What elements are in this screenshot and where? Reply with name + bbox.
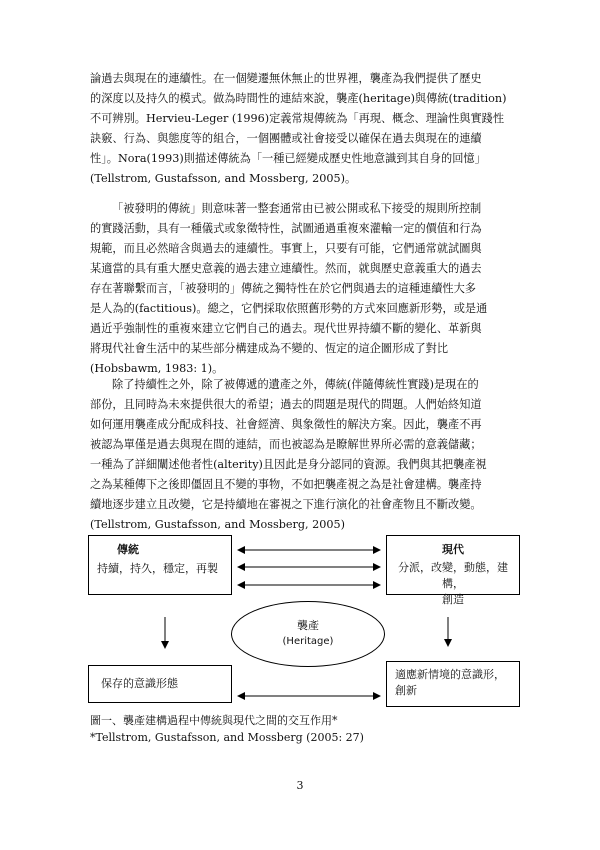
paragraph-line: (Tellstrom, Gustafsson, and Mossberg, 2005) [90,518,346,531]
paragraph-line: 一種為了詳細闡述他者性(alterity)且因此是身分認同的資源。我們與其把襲產視 [90,458,487,471]
paragraph-line: (Tellstrom, Gustafsson, and Mossberg, 2005)。 [90,172,357,185]
paragraph-line: 將現代社會生活中的某些部分構建成為不變的、恆定的這企圖形成了對比 [90,342,449,355]
modern-box [386,535,520,606]
paragraph-line: 論過去與現在的連續性。在一個變遷無休無止的世界裡，襲產為我們提供了歷史 [90,72,482,85]
tradition-body: 持續，持久，穩定，再製 [97,562,218,575]
page-number: 3 [296,779,304,792]
caption-source: *Tellstrom, Gustafsson, and Mossberg (2005: 27) [90,731,364,744]
heritage-label: 襲產 [297,619,319,632]
paragraph-line: 續地逐步建立且改變，它是持續地在審視之下進行演化的社會產物且不斷改變。 [90,498,482,511]
adapt-line1: 適應新情境的意識形， [395,668,505,681]
paragraph-1 [90,69,513,189]
preserve-box [88,665,232,703]
heritage-english: (Heritage) [282,636,334,647]
modern-body-line1: 分派，改變，動態，建構， [398,561,508,590]
tradition-box [88,535,232,595]
paragraph-line: 的深度以及持久的模式。做為時間性的連結來說，襲產(heritage)與傳統(tradition) [90,92,507,105]
modern-body-line2: 創造 [442,593,464,606]
paragraph-line: 之為某種傳下之後即僵固且不變的事物，不如把襲產視之為是社會建構。襲產持 [90,478,482,491]
paragraph-line: 是人為的(factitious)。總之，它們採取依照舊形勢的方式來回應新形勢，或是通 [90,302,488,315]
paragraph-3 [90,375,513,535]
paragraph-line: 被認為單僅是過去與現在間的連結，而也被認為是瞭解世界所必需的意義儲藏； [90,438,482,451]
paragraph-line: 除了持續性之外，除了被傳遞的遺產之外，傳統(伴隨傳統性實踐)是現在的 [112,378,479,391]
paragraph-line: 訣竅、行為、與態度等的組合，一個團體或社會接受以確保在過去與現在的連續 [90,132,482,145]
paragraph-line: 的實踐活動，具有一種儀式或象徵特性，試圖通過重複來灌輸一定的價值和行為 [90,222,482,235]
paragraph-line: 過近乎強制性的重複來建立它們自己的過去。現代世界持續不斷的變化、革新與 [90,322,482,335]
adapt-box [386,661,520,707]
preserve-label: 保存的意識形態 [101,677,178,690]
heritage-ellipse [231,601,385,667]
tradition-title: 傳統 [117,543,139,556]
figure-caption [90,712,364,746]
paragraph-line: 某適當的具有重大歷史意義的過去建立連續性。然而，就與歷史意義重大的過去 [90,262,482,275]
paragraph-2 [90,199,513,379]
paragraph-line: (Hobsbawm, 1983: 1)。 [90,362,224,375]
paragraph-line: 存在著聯繫而言，「被發明的」傳統之獨特性在於它們與過去的這種連續性大多 [90,282,476,295]
paragraph-line: 規範，而且必然暗含與過去的連續性。事實上，只要有可能，它們通常就試圖與 [90,242,482,255]
paragraph-line: 如何運用襲產成分配成科技、社會經濟、與象徵性的解決方案。因此，襲產不再 [90,418,482,431]
paragraph-line: 「被發明的傳統」則意味著一整套通常由已被公開或私下接受的規則所控制 [112,202,482,215]
modern-title: 現代 [442,543,464,556]
heritage-diagram [88,535,520,710]
paragraph-line: 部份，且同時為未來提供很大的希望；過去的問題是現代的問題。人們始終知道 [90,398,482,411]
adapt-line2: 創新 [395,684,417,697]
paragraph-line: 不可辨別。Hervieu-Leger (1996)定義常規傳統為「再現、概念、理論性與實踐性 [90,112,505,125]
paragraph-line: 性」。Nora(1993)則描述傳統為「一種已經變成歷史性地意識到其自身的回憶」 [90,152,486,165]
caption-title: 圖一、襲產建構過程中傳統與現代之間的交互作用* [90,714,338,727]
